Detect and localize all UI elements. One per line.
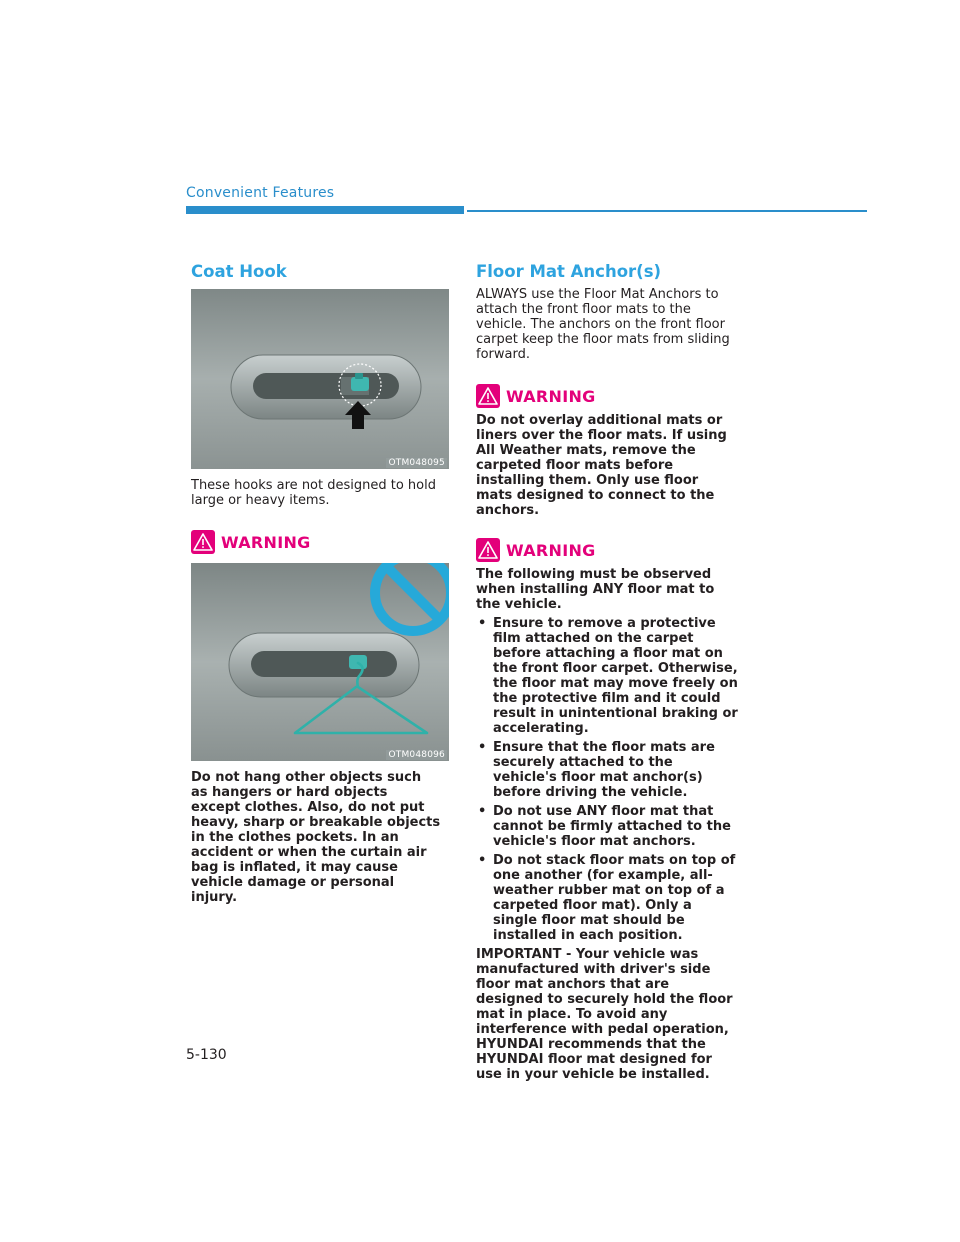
coat-hook-misuse-figure (191, 563, 449, 761)
coat-hook-illustration (191, 289, 449, 469)
coat-hook-figure (191, 289, 449, 469)
right-column (476, 262, 738, 1082)
floor-mat-warning2-intro: The following must be observed when installing ANY floor mat to the vehicle. (476, 567, 715, 612)
list-item: • Do not use ANY floor mat that cannot be firmly attached to the vehicle's floor mat anchors. (476, 804, 738, 849)
list-item: • Ensure to remove a protective film attached on the carpet before attaching a floor mat on the front floor carpet. Otherwise, the floor mat may move freely on the protective film and it could result in unintentional braking or accelerating. (476, 616, 738, 736)
floor-mat-important-text: IMPORTANT - Your vehicle was manufactured with driver's side floor mat anchors that are designed to securely hold the floor mat in place. To avoid any interference with pedal operation, HYUNDAI recommends that the HYUNDAI floor mat designed for use in your vehicle be installed. (476, 947, 733, 1082)
header-accent-bar (186, 206, 464, 214)
figure-code: OTM048096 (388, 750, 445, 760)
coat-hook-warning-text: Do not hang other objects such as hangers or hard objects except clothes. Also, do not put heavy, sharp or breakable objects in the clothes pockets. In an accident or when the curtain air bag is inflated, it may cause vehicle damage or personal injury. (191, 770, 441, 905)
left-column (191, 262, 451, 905)
floor-mat-intro: ALWAYS use the Floor Mat Anchors to attach the front floor mats to the vehicle. The anchors on the front floor carpet keep the floor mats from sliding forward. (476, 287, 730, 362)
warning-heading (476, 384, 738, 408)
hanger-prohibited-illustration (191, 563, 449, 761)
warning-label: WARNING (506, 386, 596, 406)
warning-label: WARNING (506, 540, 596, 560)
header-rule (467, 210, 867, 212)
warning-icon (191, 530, 215, 554)
list-item: • Ensure that the floor mats are securely attached to the vehicle's floor mat anchor(s) before driving the vehicle. (476, 740, 738, 800)
warning-heading (476, 538, 738, 562)
chapter-title: Convenient Features (186, 185, 335, 201)
floor-mat-heading: Floor Mat Anchor(s) (476, 262, 662, 281)
floor-mat-bullet-list (476, 616, 738, 943)
floor-mat-warning1-text: Do not overlay additional mats or liners over the floor mats. If using All Weather mats, remove the carpeted floor mats before installing them. Only use floor mats designed to connect to the anchors. (476, 413, 727, 518)
page-number: 5-130 (186, 1047, 227, 1063)
warning-heading (191, 530, 451, 554)
warning-icon (476, 384, 500, 408)
coat-hook-heading: Coat Hook (191, 262, 287, 281)
warning-label: WARNING (221, 532, 311, 552)
figure-code: OTM048095 (388, 458, 445, 468)
coat-hook-intro: These hooks are not designed to hold large or heavy items. (191, 478, 436, 508)
list-item: • Do not stack floor mats on top of one another (for example, all-weather rubber mat on top of a carpeted floor mat). Only a single floor mat should be installed in each position. (476, 853, 738, 943)
warning-icon (476, 538, 500, 562)
